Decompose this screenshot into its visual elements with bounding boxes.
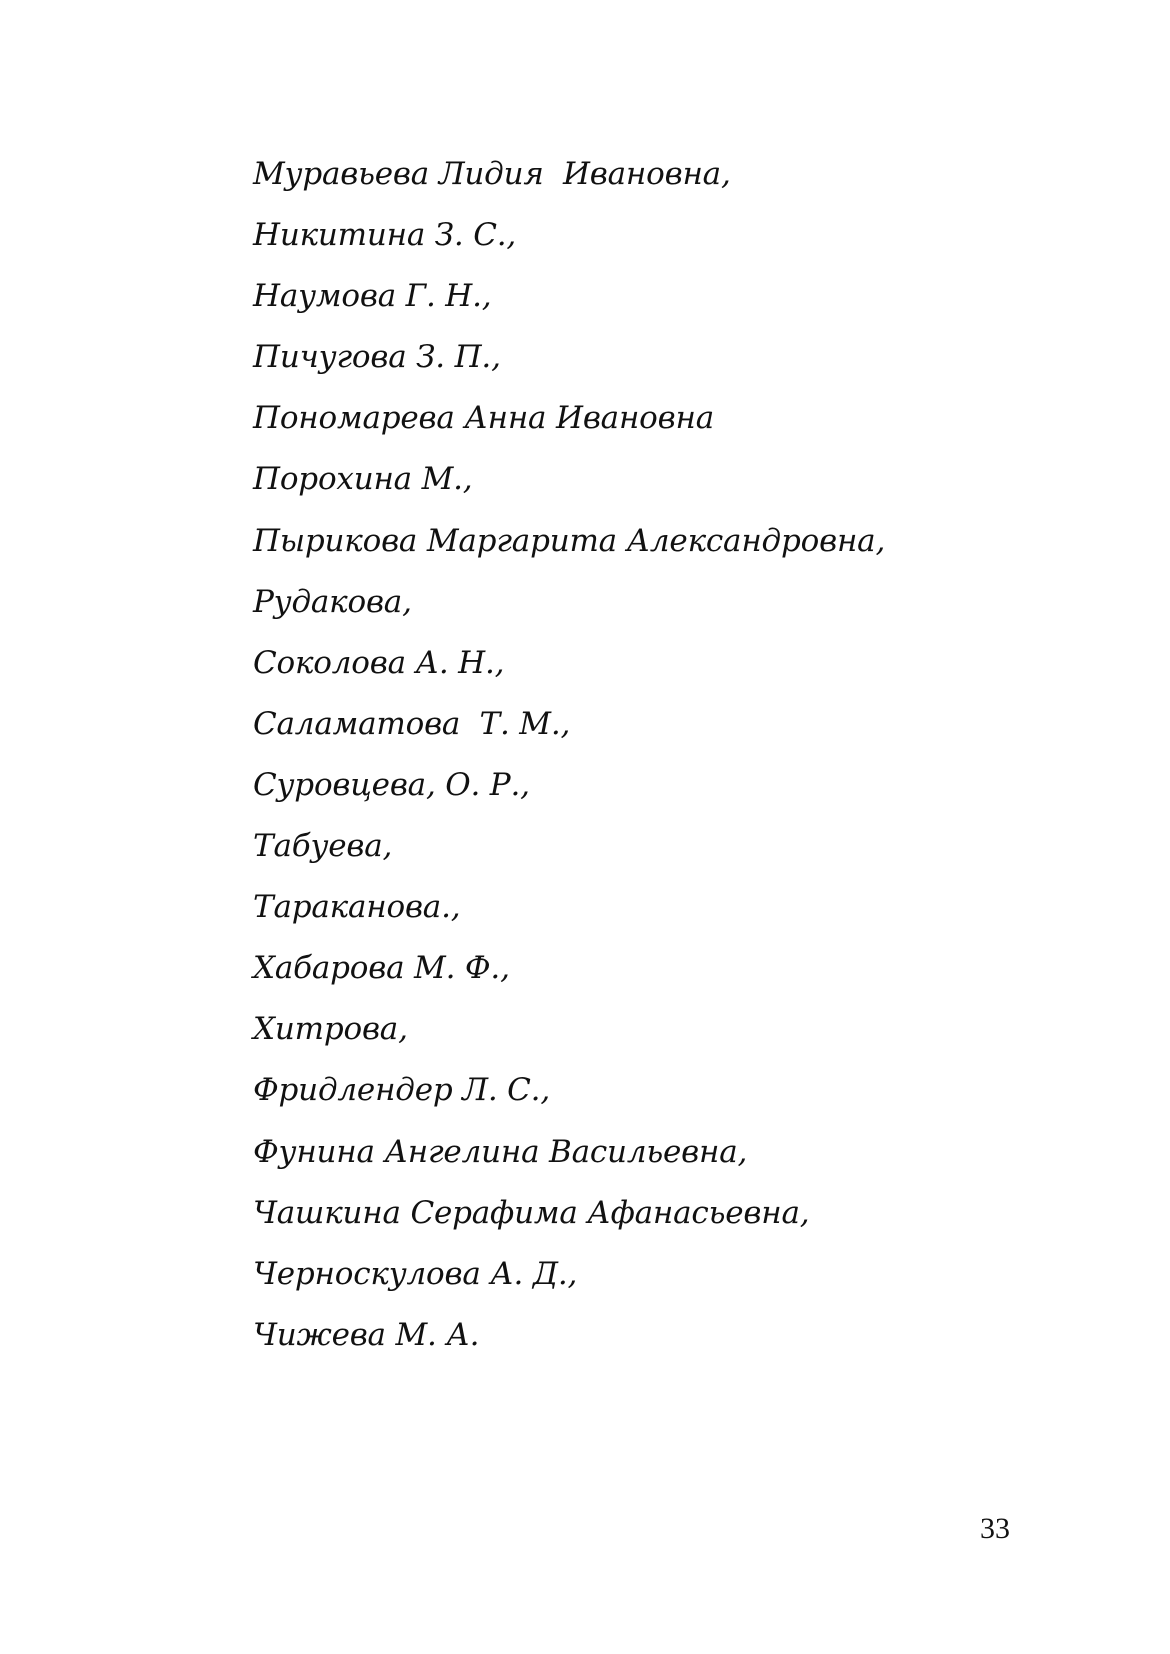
list-item: Фридлендер Л. С., bbox=[253, 1072, 550, 1109]
list-item: Никитина З. С., bbox=[253, 217, 517, 254]
list-item: Порохина М., bbox=[253, 461, 473, 498]
list-item: Суровцева, О. Р., bbox=[253, 766, 530, 803]
list-item: Чашкина Серафима Афанасьевна, bbox=[253, 1194, 810, 1231]
list-item: Табуева, bbox=[253, 828, 393, 865]
list-item: Фунина Ангелина Васильевна, bbox=[253, 1133, 748, 1170]
list-item: Пономарева Анна Ивановна bbox=[253, 400, 714, 437]
list-item: Черноскулова А. Д., bbox=[253, 1255, 578, 1292]
list-item: Соколова А. Н., bbox=[253, 644, 505, 681]
list-item: Хитрова, bbox=[253, 1011, 408, 1048]
list-item: Рудакова, bbox=[253, 583, 412, 620]
list-item: Муравьева Лидия Ивановна, bbox=[253, 156, 731, 192]
list-item: Саламатова Т. М., bbox=[253, 705, 571, 742]
list-item: Чижева М. А. bbox=[253, 1316, 480, 1353]
page-number: 33 bbox=[980, 1512, 1010, 1545]
list-item: Пырикова Маргарита Александровна, bbox=[253, 522, 886, 559]
list-item: Наумова Г. Н., bbox=[253, 278, 492, 315]
name-list bbox=[253, 154, 885, 1376]
list-item: Хабарова М. Ф., bbox=[253, 950, 510, 987]
list-item: Пичугова З. П., bbox=[253, 339, 501, 376]
list-item: Тараканова., bbox=[253, 889, 461, 926]
